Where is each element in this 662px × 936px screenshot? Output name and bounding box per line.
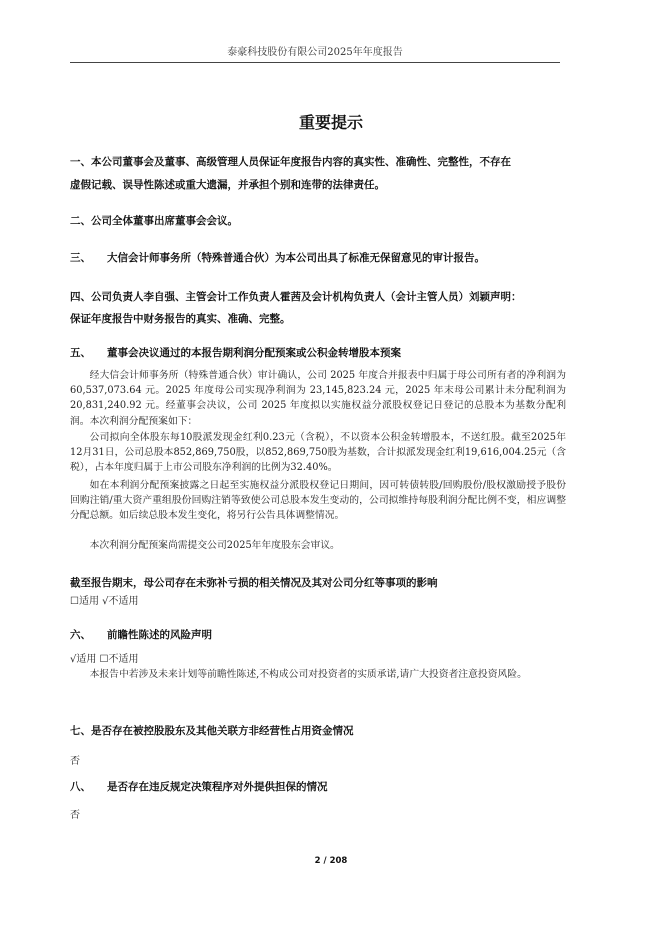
item-8-number: 八、 (70, 781, 91, 793)
item-4-line-2: 保证年度报告中财务报告的真实、准确、完整。 (70, 313, 291, 325)
page-number: 2 / 208 (314, 856, 348, 866)
item-5-paragraph-3: 如在本利润分配预案披露之日起至实施权益分派股权登记日期间，因可转债转股/回购股份/股权激励授予股份回购注销/重大资产重组股份回购注销等致使公司总股本发生变动的，公司拟维持每股利润分配比例不变，相应调整分配总额。如后续总股本发生变化，将另行公告具体调整情况。 (70, 480, 566, 522)
item-7-answer: 否 (70, 756, 80, 767)
item-6-applicability: √适用 ☐不适用 (70, 654, 139, 665)
item-5-paragraph-2: 公司拟向全体股东每10股派发现金红利0.23元（含税），不以资本公积金转增股本，不送红股。截至2025年12月31日，公司总股本852,869,750股，以852,869,750股为基数，合计拟派发现金红利19,616,004.25元（含税），占本年度归属于上市公司股东净利润的比例为32.40%。 (70, 432, 566, 474)
item-8-heading (70, 774, 570, 800)
page-header: 泰豪科技股份有限公司2025年年度报告 (227, 47, 403, 58)
item-3-text: 大信会计师事务所（特殊普通合伙）为本公司出具了标准无保留意见的审计报告。 (107, 252, 485, 264)
item-5-paragraph-1: 经大信会计师事务所（特殊普通合伙）审计确认，公司 2025 年度合并报表中归属于母公司所有者的净利润为 60,537,073.64 元。2025 年度母公司实现净利润为 23,145,823.24 元，2025 年末母公司累计未分配利润为 20,831,240.92 元。经董事会决议，公司 2025 年度拟以实施权益分派股权登记日登记的总股本为基数分配利润。本次利润分配预案如下： (70, 370, 566, 427)
item-5-text: 董事会决议通过的本报告期利润分配预案或公积金转增股本预案 (107, 347, 401, 359)
item-6-heading (70, 622, 570, 648)
item-1-line-2: 虚假记载、误导性陈述或重大遗漏，并承担个别和连带的法律责任。 (70, 179, 385, 191)
item-6-text: 前瞻性陈述的风险声明 (107, 629, 212, 641)
item-6-number: 六、 (70, 629, 91, 641)
header-divider (70, 62, 560, 63)
item-7: 七、是否存在被控股股东及其他关联方非经营性占用资金情况 (70, 725, 354, 737)
page-title: 重要提示 (298, 113, 363, 132)
item-1-line-1: 一、本公司董事会及董事、高级管理人员保证年度报告内容的真实性、准确性、完整性，不存在 (70, 156, 511, 168)
item-5-paragraph-4: 本次利润分配预案尚需提交公司2025年年度股东会审议。 (89, 540, 340, 551)
loss-applicability: ☐适用 √不适用 (70, 596, 139, 607)
item-5-heading (70, 340, 570, 366)
item-8-answer: 否 (70, 810, 80, 821)
item-5-number: 五、 (70, 347, 91, 359)
item-6-paragraph: 本报告中若涉及未来计划等前瞻性陈述,不构成公司对投资者的实质承诺,请广大投资者注意投资风险。 (89, 669, 527, 680)
item-4-line-1: 四、公司负责人李自强、主管会计工作负责人霍茜及会计机构负责人（会计主管人员）刘颖声明： (70, 291, 522, 303)
item-2: 二、公司全体董事出席董事会会议。 (70, 215, 238, 227)
item-3-number: 三、 (70, 252, 91, 264)
loss-heading: 截至报告期末，母公司存在未弥补亏损的相关情况及其对公司分红等事项的影响 (70, 577, 438, 589)
item-3 (70, 245, 570, 271)
item-8-text: 是否存在违反规定决策程序对外提供担保的情况 (107, 781, 328, 793)
